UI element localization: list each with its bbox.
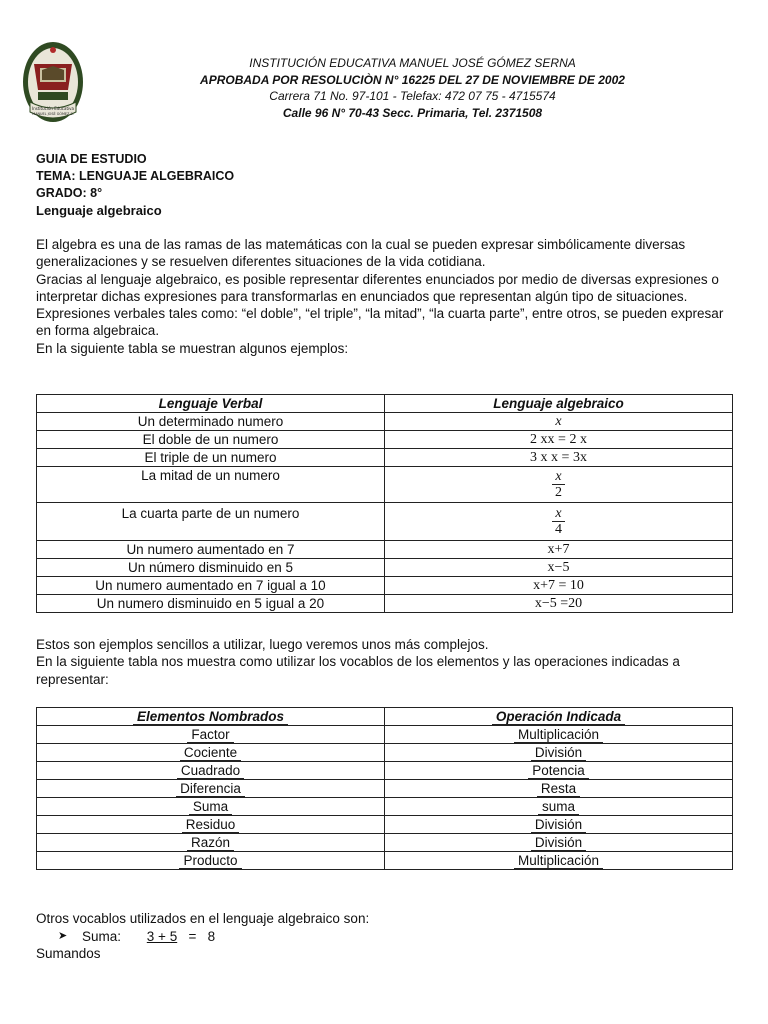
algebraic-cell: 3 x x = 3x bbox=[385, 449, 733, 467]
verbal-cell: El doble de un numero bbox=[37, 431, 385, 449]
table-row bbox=[37, 744, 733, 762]
algebraic-cell bbox=[385, 503, 733, 541]
logo-caption-1: Institución Educativa bbox=[32, 106, 74, 111]
table-row bbox=[37, 541, 733, 559]
vocab-intro: Otros vocablos utilizados en el lenguaje algebraico son: bbox=[36, 911, 370, 926]
algebraic-cell: x+7 = 10 bbox=[385, 577, 733, 595]
table-row bbox=[37, 780, 733, 798]
element-cell: Cuadrado bbox=[37, 762, 385, 780]
verbal-algebraic-table bbox=[36, 394, 733, 613]
verbal-cell: Un numero aumentado en 7 igual a 10 bbox=[37, 577, 385, 595]
operation-cell: División bbox=[385, 816, 733, 834]
sumandos-caption: Sumandos bbox=[36, 946, 101, 961]
topic-title: TEMA: LENGUAJE ALGEBRAICO bbox=[36, 169, 235, 183]
expression-left: 3 + 5 bbox=[146, 928, 178, 944]
table-row bbox=[37, 798, 733, 816]
middle-paragraph: Estos son ejemplos sencillos a utilizar, luego veremos unos más complejos. bbox=[36, 637, 489, 652]
table-row bbox=[37, 467, 733, 503]
table-row bbox=[37, 559, 733, 577]
expression-equals: = bbox=[188, 928, 197, 944]
column-header-elements: Elementos Nombrados bbox=[37, 708, 385, 726]
table-row bbox=[37, 577, 733, 595]
algebraic-cell: x−5 =20 bbox=[385, 595, 733, 613]
table-row bbox=[37, 595, 733, 613]
table-row bbox=[37, 834, 733, 852]
fraction-x-over-4: $\frac{x}{4}$ bbox=[552, 506, 565, 537]
algebraic-cell bbox=[385, 467, 733, 503]
verbal-cell: Un determinado numero bbox=[37, 413, 385, 431]
table-header-row bbox=[37, 708, 733, 726]
verbal-cell: Un número disminuido en 5 bbox=[37, 559, 385, 577]
operation-cell: División bbox=[385, 744, 733, 762]
middle-paragraph: En la siguiente tabla nos muestra como utilizar los vocablos de los elementos y las operaciones indicadas a representar: bbox=[36, 654, 680, 687]
verbal-cell: La mitad de un numero bbox=[37, 467, 385, 503]
column-header-algebraic: Lenguaje algebraico bbox=[385, 395, 733, 413]
guide-title: GUIA DE ESTUDIO bbox=[36, 152, 147, 166]
bottom-text bbox=[36, 910, 736, 963]
suma-bullet bbox=[36, 928, 736, 946]
arrow-bullet-icon: ➤ bbox=[58, 929, 68, 942]
expression-result: 8 bbox=[207, 928, 216, 944]
table-row bbox=[37, 449, 733, 467]
operation-cell: suma bbox=[385, 798, 733, 816]
intro-text bbox=[36, 236, 736, 357]
logo-caption-2: MANUEL JOSÉ GÓMEZ S. bbox=[32, 112, 74, 116]
school-seal-logo bbox=[20, 40, 86, 132]
verbal-cell: La cuarta parte de un numero bbox=[37, 503, 385, 541]
intro-paragraph: En la siguiente tabla se muestran algunos ejemplos: bbox=[36, 340, 349, 356]
grade-title: GRADO: 8° bbox=[36, 186, 103, 200]
table-row bbox=[37, 431, 733, 449]
address-line: Carrera 71 No. 97-101 - Telefax: 472 07 75 - 4715574 bbox=[269, 89, 556, 103]
verbal-cell: Un numero aumentado en 7 bbox=[37, 541, 385, 559]
table-row bbox=[37, 413, 733, 431]
column-header-operation: Operación Indicada bbox=[385, 708, 733, 726]
operation-cell: Multiplicación bbox=[385, 726, 733, 744]
letterhead bbox=[120, 55, 705, 121]
intro-paragraph: Gracias al lenguaje algebraico, es posible representar diferentes enunciados por medio de diversas expresiones o interpretar dichas expresiones para transformarlas en enunciados que representan algún tipo de situaciones. bbox=[36, 271, 719, 304]
guide-titles bbox=[36, 151, 234, 219]
middle-text bbox=[36, 636, 736, 688]
element-cell: Razón bbox=[37, 834, 385, 852]
element-cell: Diferencia bbox=[37, 780, 385, 798]
table-row bbox=[37, 726, 733, 744]
suma-label: Suma: bbox=[82, 928, 122, 944]
elements-operations-table bbox=[36, 707, 733, 870]
table-header-row bbox=[37, 395, 733, 413]
verbal-cell: Un numero disminuido en 5 igual a 20 bbox=[37, 595, 385, 613]
verbal-cell: El triple de un numero bbox=[37, 449, 385, 467]
fraction-x-over-2: $\frac{x}{2}$ bbox=[552, 469, 565, 500]
element-cell: Residuo bbox=[37, 816, 385, 834]
algebraic-cell: x+7 bbox=[385, 541, 733, 559]
element-cell: Factor bbox=[37, 726, 385, 744]
table-row bbox=[37, 503, 733, 541]
table-row bbox=[37, 762, 733, 780]
primary-section-line: Calle 96 N° 70-43 Secc. Primaria, Tel. 2371508 bbox=[282, 105, 543, 120]
operation-cell: Resta bbox=[385, 780, 733, 798]
element-cell: Cociente bbox=[37, 744, 385, 762]
section-subtitle: Lenguaje algebraico bbox=[36, 203, 162, 218]
institution-name: INSTITUCIÓN EDUCATIVA MANUEL JOSÉ GÓMEZ SERNA bbox=[249, 56, 576, 70]
algebraic-cell: 2 xx = 2 x bbox=[385, 431, 733, 449]
intro-paragraph: Expresiones verbales tales como: “el doble”, “el triple”, “la mitad”, “la cuarta parte”, entre otros, se pueden expresar en forma algebraica. bbox=[36, 306, 724, 339]
intro-paragraph: El algebra es una de las ramas de las matemáticas con la cual se pueden expresar simbólicamente diversas generalizaciones y se resuelven diferentes situaciones de la vida cotidiana. bbox=[36, 237, 686, 270]
resolution-line: APROBADA POR RESOLUCIÒN N° 16225 DEL 27 DE NOVIEMBRE DE 2002 bbox=[200, 72, 625, 87]
algebraic-cell: x bbox=[385, 413, 733, 431]
table-row bbox=[37, 852, 733, 870]
operation-cell: Multiplicación bbox=[385, 852, 733, 870]
element-cell: Producto bbox=[37, 852, 385, 870]
operation-cell: División bbox=[385, 834, 733, 852]
algebraic-cell: x−5 bbox=[385, 559, 733, 577]
operation-cell: Potencia bbox=[385, 762, 733, 780]
column-header-verbal: Lenguaje Verbal bbox=[37, 395, 385, 413]
suma-expression bbox=[147, 928, 215, 946]
element-cell: Suma bbox=[37, 798, 385, 816]
table-row bbox=[37, 816, 733, 834]
